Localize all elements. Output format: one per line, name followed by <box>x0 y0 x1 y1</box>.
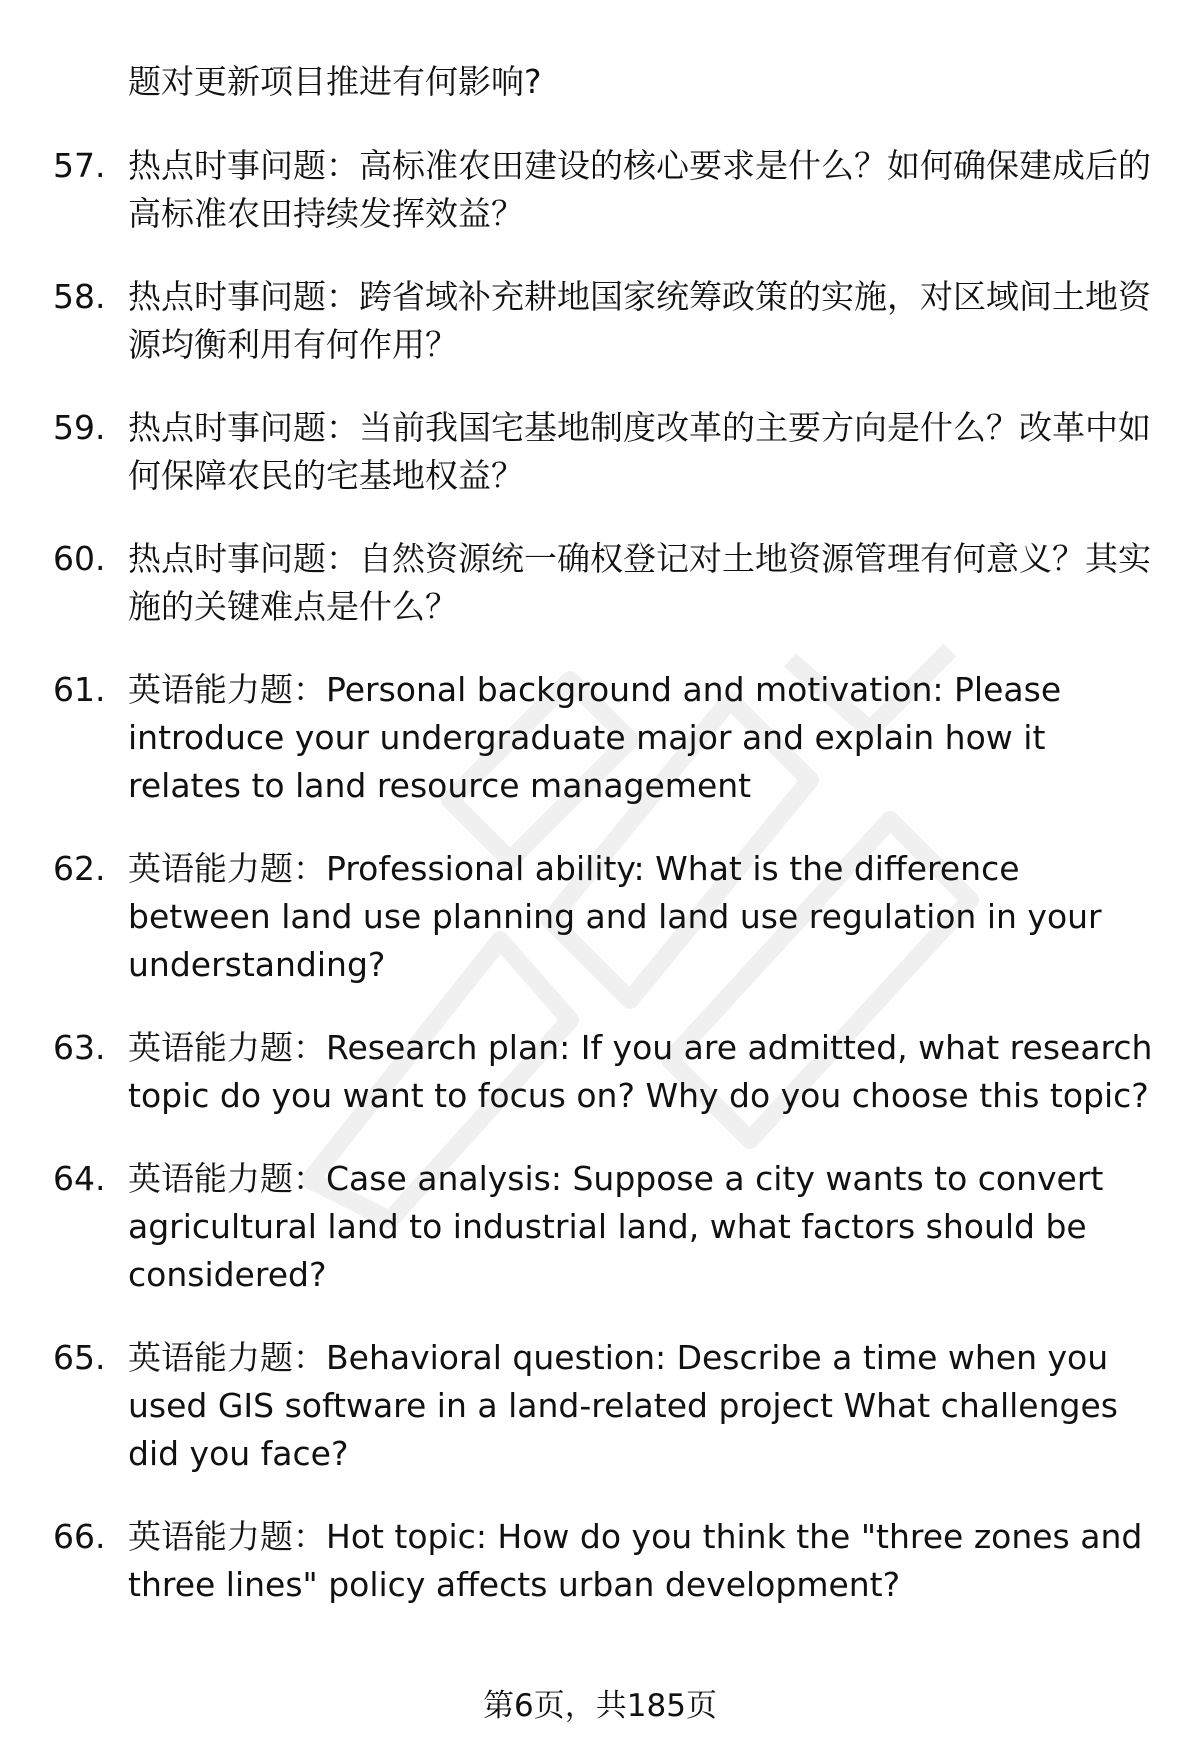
question-text: 英语能力题：Behavioral question: Describe a time when you used GIS software in a land-related project What challenges did you face? <box>128 1338 1118 1473</box>
page-footer: 第6页，共185页 <box>483 1688 717 1724</box>
list-item <box>0 273 1200 369</box>
question-number: 61. <box>53 670 106 709</box>
list-item <box>0 666 1200 810</box>
question-text: 热点时事问题：自然资源统一确权登记对土地资源管理有何意义？其实施的关键难点是什么？ <box>128 539 1151 626</box>
list-item <box>0 845 1200 989</box>
question-text: 英语能力题：Professional ability: What is the difference between land use planning and land use regulation in your understanding? <box>128 849 1102 984</box>
question-list <box>0 142 1200 1644</box>
question-text: 英语能力题：Personal background and motivation: Please introduce your undergraduate major and explain how it relates to land resource management <box>128 670 1062 805</box>
question-text: 英语能力题：Hot topic: How do you think the "three zones and three lines" policy affects urban development? <box>128 1517 1143 1604</box>
list-item <box>0 1334 1200 1478</box>
list-item <box>0 142 1200 238</box>
list-item <box>0 404 1200 500</box>
question-text: 英语能力题：Case analysis: Suppose a city wants to convert agricultural land to industrial land, what factors should be considered? <box>128 1159 1104 1294</box>
question-text: 热点时事问题：跨省域补充耕地国家统筹政策的实施，对区域间土地资源均衡利用有何作用？ <box>128 277 1151 364</box>
question-text: 热点时事问题：当前我国宅基地制度改革的主要方向是什么？改革中如何保障农民的宅基地权益？ <box>128 408 1151 495</box>
question-number: 58. <box>53 277 106 316</box>
question-number: 64. <box>53 1159 106 1198</box>
question-number: 60. <box>53 539 106 578</box>
question-number: 59. <box>53 408 106 447</box>
question-text: 英语能力题：Research plan: If you are admitted, what research topic do you want to focus on? Why do you choose this topic? <box>128 1028 1153 1115</box>
list-item <box>0 1024 1200 1120</box>
list-item <box>0 1513 1200 1609</box>
question-number: 62. <box>53 849 106 888</box>
question-number: 65. <box>53 1338 106 1377</box>
question-number: 63. <box>53 1028 106 1067</box>
question-number: 57. <box>53 146 106 185</box>
list-item <box>0 535 1200 631</box>
continuation-text: 题对更新项目推进有何影响? <box>128 62 542 101</box>
question-text: 热点时事问题：高标准农田建设的核心要求是什么？如何确保建成后的高标准农田持续发挥效益？ <box>128 146 1151 233</box>
question-number: 66. <box>53 1517 106 1556</box>
list-item <box>0 1155 1200 1299</box>
